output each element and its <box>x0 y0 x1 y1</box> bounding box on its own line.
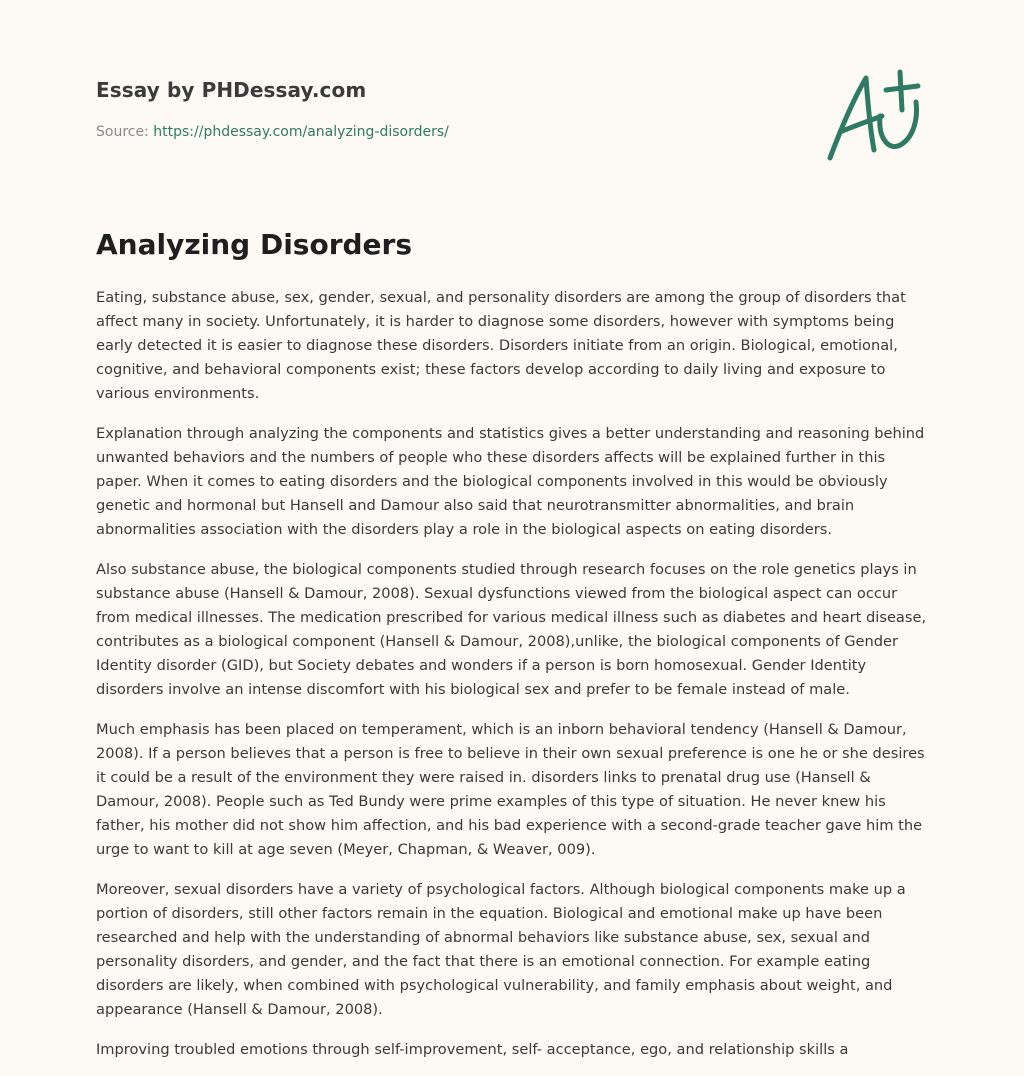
essay-paragraph: Improving troubled emotions through self-improvement, self- acceptance, ego, and relationship skills a <box>96 1041 849 1058</box>
essay-title: Analyzing Disorders <box>96 228 413 261</box>
essay-body <box>96 286 928 1076</box>
essay-paragraph: Eating, substance abuse, sex, gender, sexual, and personality disorders are among the group of disorders that affect many in society. Unfortunately, it is harder to diagnose some disorders, however with symptoms being early detected it is easier to diagnose these disorders. Disorders initiate from an origin. Biological, emotional, cognitive, and behavioral components exist; these factors develop according to daily living and exposure to various environments. <box>96 289 906 402</box>
essay-paragraph: Much emphasis has been placed on temperament, which is an inborn behavioral tendency (Hansell & Damour, 2008). If a person believes that a person is free to believe in their own sexual preference is one he or she desires it could be a result of the environment they were raised in. disorders links to prenatal drug use (Hansell & Damour, 2008). People such as Ted Bundy were prime examples of this type of situation. He never knew his father, his mother did not show him affection, and his bad experience with a second-grade teacher gave him the urge to want to kill at age seven (Meyer, Chapman, & Weaver, 009). <box>96 721 925 858</box>
essay-paragraph: Explanation through analyzing the components and statistics gives a better understanding and reasoning behind unwanted behaviors and the numbers of people who these disorders affects will be explained further in this paper. When it comes to eating disorders and the biological components involved in this would be obviously genetic and hormonal but Hansell and Damour also said that neurotransmitter abnormalities, and brain abnormalities association with the disorders play a role in the biological aspects on eating disorders. <box>96 425 925 538</box>
source-label: Source: <box>96 124 154 140</box>
source-link[interactable]: https://phdessay.com/analyzing-disorders/ <box>153 124 449 140</box>
essay-paragraph: Moreover, sexual disorders have a variety of psychological factors. Although biological components make up a portion of disorders, still other factors remain in the equation. Biological and emotional make up have been researched and help with the understanding of abnormal behaviors like substance abuse, sex, sexual and personality disorders, and gender, and the fact that there is an emotional connection. For example eating disorders are likely, when combined with psychological vulnerability, and family emphasis about weight, and appearance (Hansell & Damour, 2008). <box>96 881 906 1018</box>
a-plus-logo-icon <box>820 66 930 166</box>
source-line <box>96 122 796 142</box>
essay-paragraph: Also substance abuse, the biological components studied through research focuses on the role genetics plays in substance abuse (Hansell & Damour, 2008). Sexual dysfunctions viewed from the biological aspect can occur from medical illnesses. The medication prescribed for various medical illness such as diabetes and heart disease, contributes as a biological component (Hansell & Damour, 2008),unlike, the biological components of Gender Identity disorder (GID), but Society debates and wonders if a person is born homosexual. Gender Identity disorders involve an intense discomfort with his biological sex and prefer to be female instead of male. <box>96 561 927 698</box>
page-header <box>96 76 796 142</box>
site-brand: Essay by PHDessay.com <box>96 78 367 102</box>
